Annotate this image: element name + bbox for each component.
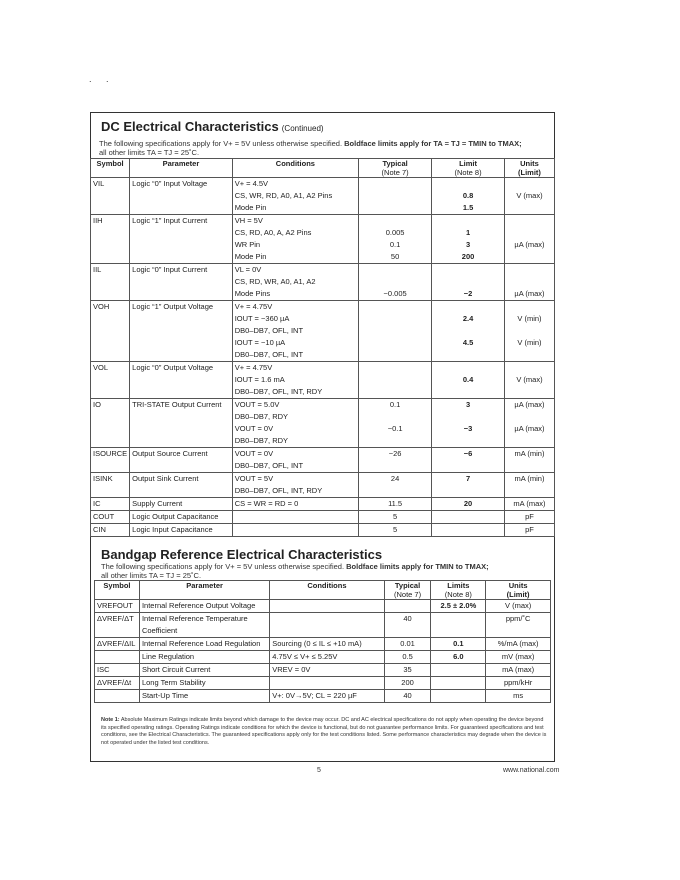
row-typical (359, 349, 432, 362)
row-unit: V (max) (504, 190, 554, 202)
row-limit (432, 264, 505, 277)
bg-header-typical: Typical (Note 7) (384, 581, 431, 600)
bandgap-table-row (95, 651, 551, 664)
row-unit (504, 215, 554, 228)
row-typical (359, 362, 432, 375)
row-typical: 0.1 (359, 239, 432, 251)
row-typical: 0.1 (359, 399, 432, 412)
row-unit (504, 202, 554, 215)
bg-unit: ms (486, 690, 551, 703)
dc-intro: The following specifications apply for V+ = 5V unless otherwise specified. Boldface limits apply for TA = TJ = TMIN to TMAX; all other limits TA = TJ = 25˚C. (99, 139, 522, 157)
row-limit: 0.8 (432, 190, 505, 202)
bandgap-section-title: Bandgap Reference Electrical Characteristics (101, 547, 383, 562)
dc-title-suffix: (Continued) (281, 124, 324, 133)
bg-condition: 4.75V ≤ V+ ≤ 5.25V (270, 651, 384, 664)
row-symbol: IIL (91, 264, 130, 301)
row-unit: V (max) (504, 374, 554, 386)
row-condition: V+ = 4.75V (232, 301, 358, 314)
row-typical (359, 460, 432, 473)
row-condition: IOUT = −360 µA (232, 313, 358, 325)
bg-typical: 0.5 (384, 651, 431, 664)
row-limit (432, 178, 505, 191)
bg-parameter: Start-Up Time (139, 690, 269, 703)
bandgap-table-row (95, 677, 551, 690)
row-unit: mA (min) (504, 473, 554, 486)
row-limit (432, 435, 505, 448)
website: www.national.com (503, 767, 560, 774)
dc-characteristics-table (90, 158, 555, 537)
row-limit: 20 (432, 498, 505, 511)
dc-table-row (91, 362, 555, 375)
row-unit: µA (max) (504, 423, 554, 435)
bg-symbol: ISC (95, 664, 140, 677)
bandgap-table-row (95, 600, 551, 613)
bg-limit (431, 613, 486, 638)
row-unit (504, 485, 554, 498)
bandgap-table-row (95, 664, 551, 677)
row-typical (359, 337, 432, 349)
bg-header-conditions: Conditions (270, 581, 384, 600)
row-unit (504, 325, 554, 337)
row-typical (359, 202, 432, 215)
row-typical: 50 (359, 251, 432, 264)
bg-unit: %/mA (max) (486, 638, 551, 651)
bg-typical: 0.01 (384, 638, 431, 651)
dc-table-row (91, 178, 555, 191)
bg-parameter: Long Term Stability (139, 677, 269, 690)
row-limit: −3 (432, 423, 505, 435)
bg-condition: VREV = 0V (270, 664, 384, 677)
row-condition: CS, WR, RD, A0, A1, A2 Pins (232, 190, 358, 202)
row-limit (432, 411, 505, 423)
bg-symbol: ΔVREF/Δt (95, 677, 140, 690)
bg-symbol: ΔVREF/ΔT (95, 613, 140, 638)
row-condition: VOUT = 0V (232, 448, 358, 461)
row-unit: µA (max) (504, 288, 554, 301)
row-limit: 3 (432, 399, 505, 412)
row-symbol: VIL (91, 178, 130, 215)
bg-header-units: Units (Limit) (486, 581, 551, 600)
row-condition: IOUT = 1.6 mA (232, 374, 358, 386)
bg-typical (384, 600, 431, 613)
row-typical: 11.5 (359, 498, 432, 511)
row-condition: VL = 0V (232, 264, 358, 277)
row-unit (504, 349, 554, 362)
bg-unit: ppm/˚C (486, 613, 551, 638)
row-unit: pF (504, 511, 554, 524)
bandgap-header-row (95, 581, 551, 600)
row-condition: V+ = 4.75V (232, 362, 358, 375)
bg-symbol (95, 651, 140, 664)
row-unit: V (min) (504, 313, 554, 325)
row-parameter: TRI-STATE Output Current (130, 399, 233, 448)
bg-typical: 200 (384, 677, 431, 690)
bg-unit: mV (max) (486, 651, 551, 664)
row-parameter: Logic Input Capacitance (130, 524, 233, 537)
row-typical (359, 325, 432, 337)
row-symbol: IO (91, 399, 130, 448)
row-condition: VH = 5V (232, 215, 358, 228)
row-typical (359, 215, 432, 228)
row-limit: 4.5 (432, 337, 505, 349)
row-limit: 2.4 (432, 313, 505, 325)
row-condition (232, 524, 358, 537)
bg-symbol: ΔVREF/ΔIL (95, 638, 140, 651)
row-unit (504, 386, 554, 399)
bg-unit: mA (max) (486, 664, 551, 677)
row-limit: 1.5 (432, 202, 505, 215)
bg-header-limits: Limits (Note 8) (431, 581, 486, 600)
bg-header-symbol: Symbol (95, 581, 140, 600)
row-parameter: Logic “0” Input Current (130, 264, 233, 301)
row-condition: DB0–DB7, RDY (232, 435, 358, 448)
bg-condition (270, 613, 384, 638)
row-typical: −26 (359, 448, 432, 461)
dc-section-title: DC Electrical Characteristics (Continued) (101, 119, 324, 134)
row-condition: IOUT = −10 µA (232, 337, 358, 349)
row-limit: 0.4 (432, 374, 505, 386)
row-typical (359, 485, 432, 498)
header-symbol: Symbol (91, 159, 130, 178)
footnote: Note 1: Absolute Maximum Ratings indicate limits beyond which damage to the device may occur. DC and AC electrical specifications do not apply when operating the device beyond its specified operating ratings. Operating Ratings indicate conditions for which the device is functional, but do not guarantee performance limits. For guaranteed specifications and test conditions, see the Electrical Characteristics. The guaranteed specifications apply only for the test conditions listed. Some performance characteristics may degrade when the device is not operated under the listed test conditions. (101, 717, 547, 746)
bg-typical: 40 (384, 613, 431, 638)
dc-table-row (91, 524, 555, 537)
row-condition: CS = WR = RD = 0 (232, 498, 358, 511)
row-condition: VOUT = 5.0V (232, 399, 358, 412)
row-limit: −2 (432, 288, 505, 301)
row-limit: 7 (432, 473, 505, 486)
bg-limit: 0.1 (431, 638, 486, 651)
row-condition: Mode Pin (232, 202, 358, 215)
row-typical: 5 (359, 524, 432, 537)
bg-parameter: Short Circuit Current (139, 664, 269, 677)
dc-table-row (91, 301, 555, 314)
row-parameter: Logic “1” Input Current (130, 215, 233, 264)
row-limit (432, 524, 505, 537)
row-typical (359, 190, 432, 202)
row-condition: DB0–DB7, OFL, INT (232, 325, 358, 337)
dc-table-row (91, 448, 555, 461)
row-condition: DB0–DB7, OFL, INT (232, 349, 358, 362)
row-typical (359, 386, 432, 399)
bg-unit: V (max) (486, 600, 551, 613)
dc-table-row (91, 215, 555, 228)
row-unit: µA (max) (504, 399, 554, 412)
row-limit (432, 485, 505, 498)
bg-symbol (95, 690, 140, 703)
row-condition: Mode Pin (232, 251, 358, 264)
bg-limit: 6.0 (431, 651, 486, 664)
row-condition: DB0–DB7, OFL, INT, RDY (232, 485, 358, 498)
row-limit (432, 362, 505, 375)
bg-limit (431, 677, 486, 690)
bandgap-intro: The following specifications apply for V+ = 5V unless otherwise specified. Boldface limits apply for TMIN to TMAX; all other limits TA = TJ = 25˚C. (101, 562, 489, 580)
row-unit (504, 264, 554, 277)
bg-parameter: Internal Reference Temperature Coefficient (139, 613, 269, 638)
row-limit (432, 511, 505, 524)
row-condition: VOUT = 5V (232, 473, 358, 486)
row-parameter: Logic “0” Input Voltage (130, 178, 233, 215)
row-condition: V+ = 4.5V (232, 178, 358, 191)
row-limit: 1 (432, 227, 505, 239)
row-typical (359, 313, 432, 325)
row-symbol: IIH (91, 215, 130, 264)
bg-condition (270, 677, 384, 690)
row-condition (232, 511, 358, 524)
bandgap-table-row (95, 638, 551, 651)
row-symbol: VOH (91, 301, 130, 362)
row-condition: CS, RD, WR, A0, A1, A2 (232, 276, 358, 288)
row-typical (359, 301, 432, 314)
row-typical: 0.005 (359, 227, 432, 239)
row-unit (504, 251, 554, 264)
row-limit (432, 301, 505, 314)
header-limit: Limit (Note 8) (432, 159, 505, 178)
row-unit: pF (504, 524, 554, 537)
row-typical: −0.1 (359, 423, 432, 435)
row-limit: −6 (432, 448, 505, 461)
bg-parameter: Internal Reference Output Voltage (139, 600, 269, 613)
bg-limit (431, 664, 486, 677)
bg-limit (431, 690, 486, 703)
bandgap-table-row (95, 690, 551, 703)
bg-condition: Sourcing (0 ≤ IL ≤ +10 mA) (270, 638, 384, 651)
row-limit (432, 325, 505, 337)
row-parameter: Logic “1” Output Voltage (130, 301, 233, 362)
row-condition: DB0–DB7, OFL, INT (232, 460, 358, 473)
bg-parameter: Line Regulation (139, 651, 269, 664)
row-typical (359, 374, 432, 386)
row-parameter: Output Sink Current (130, 473, 233, 498)
row-unit (504, 460, 554, 473)
bg-parameter: Internal Reference Load Regulation (139, 638, 269, 651)
dc-table-row (91, 264, 555, 277)
header-parameter: Parameter (130, 159, 233, 178)
row-condition: DB0–DB7, RDY (232, 411, 358, 423)
bg-unit: ppm/kHr (486, 677, 551, 690)
row-typical: 5 (359, 511, 432, 524)
row-unit (504, 301, 554, 314)
bg-symbol: VREFOUT (95, 600, 140, 613)
row-unit: mA (max) (504, 498, 554, 511)
row-typical (359, 178, 432, 191)
row-unit (504, 276, 554, 288)
bg-limit: 2.5 ± 2.0% (431, 600, 486, 613)
row-unit: µA (max) (504, 239, 554, 251)
row-symbol: COUT (91, 511, 130, 524)
row-typical (359, 411, 432, 423)
row-symbol: CIN (91, 524, 130, 537)
row-typical: 24 (359, 473, 432, 486)
bg-condition (270, 600, 384, 613)
row-condition: DB0–DB7, OFL, INT, RDY (232, 386, 358, 399)
row-condition: WR Pin (232, 239, 358, 251)
row-limit (432, 386, 505, 399)
corner-dots: . . (89, 74, 115, 84)
row-symbol: IC (91, 498, 130, 511)
row-typical (359, 276, 432, 288)
row-unit (504, 411, 554, 423)
page-number: 5 (317, 767, 321, 774)
bg-typical: 40 (384, 690, 431, 703)
row-parameter: Output Source Current (130, 448, 233, 473)
bandgap-table-row (95, 613, 551, 638)
row-condition: CS, RD, A0, A, A2 Pins (232, 227, 358, 239)
row-symbol: VOL (91, 362, 130, 399)
row-condition: VOUT = 0V (232, 423, 358, 435)
row-symbol: ISOURCE (91, 448, 130, 473)
header-conditions: Conditions (232, 159, 358, 178)
row-limit (432, 215, 505, 228)
bg-typical: 35 (384, 664, 431, 677)
dc-header-row (91, 159, 555, 178)
row-typical (359, 435, 432, 448)
row-limit: 3 (432, 239, 505, 251)
row-parameter: Supply Current (130, 498, 233, 511)
row-condition: Mode Pins (232, 288, 358, 301)
row-unit (504, 362, 554, 375)
row-limit (432, 276, 505, 288)
header-units: Units (Limit) (504, 159, 554, 178)
dc-table-row (91, 473, 555, 486)
row-symbol: ISINK (91, 473, 130, 498)
row-unit: mA (min) (504, 448, 554, 461)
row-unit (504, 178, 554, 191)
row-parameter: Logic Output Capacitance (130, 511, 233, 524)
row-unit (504, 435, 554, 448)
bg-condition: V+: 0V→5V; CL = 220 µF (270, 690, 384, 703)
row-unit (504, 227, 554, 239)
row-parameter: Logic “0” Output Voltage (130, 362, 233, 399)
dc-table-row (91, 498, 555, 511)
bandgap-table (94, 580, 551, 703)
dc-table-row (91, 511, 555, 524)
bg-header-parameter: Parameter (139, 581, 269, 600)
row-limit (432, 349, 505, 362)
dc-table-row (91, 399, 555, 412)
row-typical (359, 264, 432, 277)
row-limit: 200 (432, 251, 505, 264)
row-typical: −0.005 (359, 288, 432, 301)
row-unit: V (min) (504, 337, 554, 349)
row-limit (432, 460, 505, 473)
header-typical: Typical (Note 7) (359, 159, 432, 178)
